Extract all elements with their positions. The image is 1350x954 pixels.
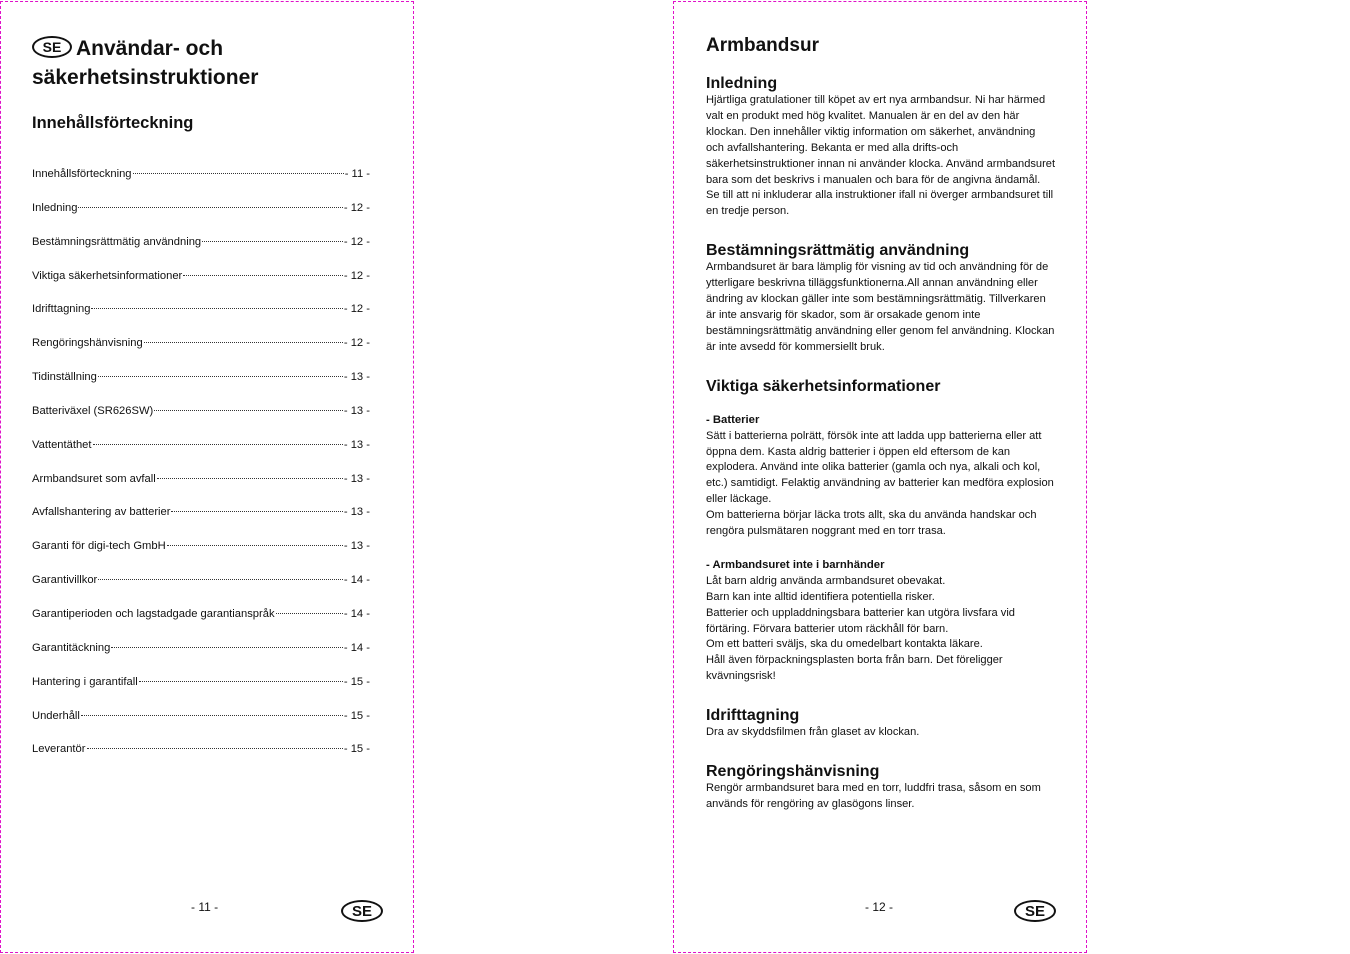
page-body <box>706 32 1056 813</box>
toc-entry-title: Garantivillkor <box>32 574 98 587</box>
paragraph: Batterier och uppladdningsbara batterier kan utgöra livsfara vid förtäring. Förvara batterier utom räckhåll för barn. <box>706 606 1015 635</box>
subheading-batterier: - Batterier <box>706 413 760 426</box>
paragraph: Om ett batteri sväljs, ska du omedelbart kontakta läkare. <box>706 638 983 651</box>
page-title <box>32 34 402 92</box>
toc-entry-page: - 12 - <box>343 235 370 248</box>
toc-leader-dots <box>87 748 343 749</box>
paragraph: Om batterierna börjar läcka trots allt, ska du använda handskar och rengöra pulsmätaren noggrant med en torr trasa. <box>706 509 1037 538</box>
toc-entry[interactable] <box>32 574 370 608</box>
toc-leader-dots <box>133 173 344 174</box>
se-language-badge: SE <box>32 36 72 58</box>
toc-entry[interactable] <box>32 540 370 574</box>
toc-entry-title: Innehållsförteckning <box>32 168 132 180</box>
toc-entry-title: Garantiperioden och lagstadgade garantianspråk <box>32 607 275 620</box>
toc-entry-page: - 15 - <box>343 743 370 756</box>
toc-entry-page: - 15 - <box>343 709 370 722</box>
toc-entry-page: - 14 - <box>343 574 370 587</box>
toc-entry[interactable] <box>32 236 370 270</box>
table-of-contents <box>32 168 370 777</box>
toc-entry-title: Vattentäthet <box>32 438 92 451</box>
toc-entry-page: - 13 - <box>343 472 370 485</box>
toc-entry[interactable] <box>32 270 370 304</box>
toc-entry[interactable] <box>32 439 370 473</box>
toc-entry-title: Garanti för digi-tech GmbH <box>32 540 166 553</box>
toc-entry-title: Idrifttagning <box>32 303 91 316</box>
toc-leader-dots <box>202 241 343 242</box>
toc-entry-title: Tidinställning <box>32 371 97 384</box>
left-page <box>0 1 414 953</box>
page-number: - 12 - <box>865 900 894 914</box>
paragraph: Låt barn aldrig använda armbandsuret obevakat. <box>706 574 946 587</box>
toc-entry-page: - 11 - <box>344 168 370 180</box>
toc-entry[interactable] <box>32 743 370 777</box>
toc-entry[interactable] <box>32 710 370 744</box>
section-heading-idrifttagning: Idrifttagning <box>706 707 800 725</box>
toc-entry-title: Viktiga säkerhetsinformationer <box>32 269 183 282</box>
toc-entry-page: - 13 - <box>343 540 370 553</box>
toc-leader-dots <box>167 545 343 546</box>
toc-leader-dots <box>98 376 343 377</box>
toc-entry-title: Armbandsuret som avfall <box>32 472 156 485</box>
paragraph: Hjärtliga gratulationer till köpet av ert nya armbandsur. Ni har härmed valt en produkt med hög kvalitet. Manualen är en del av den här klockan. Den innehåller viktig information om säkerhet, användning och avfallshantering. Bekanta er med alla drifts-och säkerhetsinstruktioner innan ni använder klocka. Använd armbandsuret bara som det beskrivs i manualen och bara för de angivna ändamål. <box>706 94 1056 186</box>
toc-entry[interactable] <box>32 303 370 337</box>
title-line-1: Användar- och <box>76 37 224 60</box>
toc-entry[interactable] <box>32 473 370 507</box>
toc-leader-dots <box>276 613 343 614</box>
toc-leader-dots <box>183 275 343 276</box>
toc-entry-page: - 12 - <box>343 269 370 282</box>
toc-entry[interactable] <box>32 202 370 236</box>
paragraph: Håll även förpackningsplasten borta från barn. Det föreligger kvävningsrisk! <box>706 654 1003 683</box>
toc-leader-dots <box>157 478 343 479</box>
toc-leader-dots <box>139 681 343 682</box>
toc-entry-title: Hantering i garantifall <box>32 675 138 688</box>
paragraph: Barn kan inte alltid identifiera potentiella risker. <box>706 590 935 603</box>
toc-entry-page: - 13 - <box>343 404 370 417</box>
toc-entry-page: - 13 - <box>343 438 370 451</box>
toc-leader-dots <box>91 308 342 309</box>
toc-entry[interactable] <box>32 405 370 439</box>
toc-leader-dots <box>81 715 343 716</box>
toc-entry-title: Inledning <box>32 201 78 214</box>
toc-leader-dots <box>171 511 342 512</box>
paragraph: Armbandsuret är bara lämplig för visning av tid och användning för de ytterligare beskrivna tilläggsfunktionerna.All annan användning eller ändring av klockan gäller inte som bestämningsrättmätig. Tillverkaren är inte ansvarig för skador, som är orsakade genom inte bestämningsrättmätig användning eller genom fel användning. Klockan är inte avsedd för kommersiellt bruk. <box>706 261 1055 353</box>
toc-entry-page: - 14 - <box>343 607 370 620</box>
subheading-barnhander: - Armbandsuret inte i barnhänder <box>706 558 885 571</box>
toc-entry-title: Leverantör <box>32 743 86 756</box>
toc-entry-page: - 12 - <box>343 337 370 350</box>
toc-entry[interactable] <box>32 506 370 540</box>
toc-entry-title: Avfallshantering av batterier <box>32 506 171 519</box>
right-page <box>673 1 1087 953</box>
paragraph: Dra av skyddsfilmen från glaset av klockan. <box>706 726 920 739</box>
toc-entry-page: - 14 - <box>343 641 370 654</box>
toc-entry[interactable] <box>32 337 370 371</box>
toc-entry-title: Underhåll <box>32 709 80 722</box>
se-footer-badge: SE <box>1014 900 1056 922</box>
toc-entry-page: - 13 - <box>343 506 370 519</box>
toc-leader-dots <box>154 410 343 411</box>
page-title: Armbandsur <box>706 35 819 56</box>
toc-leader-dots <box>93 444 343 445</box>
toc-entry[interactable] <box>32 642 370 676</box>
paragraph: Se till att ni inkluderar alla instruktioner ifall ni överger armbandsuret till en tredje person. <box>706 189 1054 218</box>
toc-entry-page: - 12 - <box>343 303 370 316</box>
toc-entry-title: Rengöringshänvisning <box>32 337 143 350</box>
toc-entry[interactable] <box>32 608 370 642</box>
title-line-2: säkerhetsinstruktioner <box>32 66 259 89</box>
section-heading-sakerhet: Viktiga säkerhetsinformationer <box>706 377 941 395</box>
toc-entry-page: - 15 - <box>343 675 370 688</box>
page-number: - 11 - <box>191 900 219 914</box>
toc-entry-title: Batteriväxel (SR626SW) <box>32 404 154 417</box>
toc-heading: Innehållsförteckning <box>32 114 194 132</box>
toc-entry[interactable] <box>32 371 370 405</box>
toc-entry-page: - 12 - <box>343 201 370 214</box>
section-heading-rengoring: Rengöringshänvisning <box>706 763 880 781</box>
toc-entry[interactable] <box>32 676 370 710</box>
section-heading-inledning: Inledning <box>706 75 778 92</box>
toc-leader-dots <box>78 207 342 208</box>
toc-leader-dots <box>111 647 343 648</box>
toc-entry[interactable] <box>32 168 370 202</box>
toc-leader-dots <box>144 342 343 343</box>
toc-entry-title: Garantitäckning <box>32 641 111 654</box>
toc-entry-title: Bestämningsrättmätig användning <box>32 235 202 248</box>
toc-leader-dots <box>98 579 343 580</box>
toc-entry-page: - 13 - <box>343 371 370 384</box>
paragraph: Sätt i batterierna polrätt, försök inte att ladda upp batterierna eller att öppna dem. Kasta aldrig batterier i öppen eld eftersom de kan explodera. Använd inte olika batterier (gamla och nya, alkali och kol, etc.) samtidigt. Felaktig användning av batterier kan medföra explosion eller läckage. <box>706 429 1054 506</box>
se-footer-badge: SE <box>341 900 383 922</box>
section-heading-bestamning: Bestämningsrättmätig användning <box>706 242 970 260</box>
paragraph: Rengör armbandsuret bara med en torr, luddfri trasa, såsom en som används för rengöring av glasögons linser. <box>706 782 1041 810</box>
